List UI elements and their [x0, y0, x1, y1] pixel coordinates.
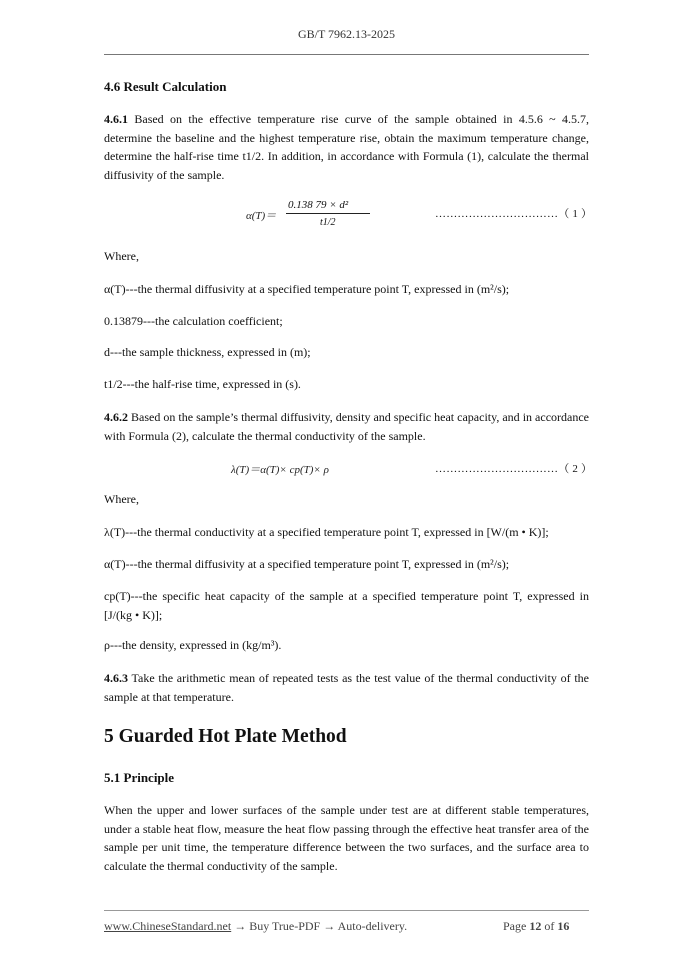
page-number: 12	[529, 919, 542, 933]
page-indicator: Page 12 of 16	[503, 919, 570, 933]
formula-1-lhs: α(T)＝	[246, 210, 277, 222]
formula-1-fraction	[258, 199, 370, 233]
formula-1-denominator: t1/2	[320, 217, 336, 228]
paragraph-4-6-3	[104, 669, 589, 706]
page-total: 16	[557, 919, 570, 933]
footer-links	[104, 919, 407, 934]
clause-number: 4.6.1	[104, 112, 128, 126]
fraction-bar	[286, 213, 370, 214]
paragraph-4-6-1	[104, 110, 589, 184]
definition-t-half: t1/2---the half-rise time, expressed in (s).	[104, 377, 301, 391]
section-heading-5: 5 Guarded Hot Plate Method	[104, 726, 347, 747]
footer-rule	[104, 910, 589, 911]
clause-text: Based on the sample’s thermal diffusivity, density and specific heat capacity, and in accordance with Formula (2), calculate the thermal conductivity of the sample.	[104, 410, 590, 443]
definition-lambda: λ(T)---the thermal conductivity at a specified temperature point T, expressed in [W/(m • K)];	[104, 525, 549, 539]
clause-number: 4.6.3	[104, 671, 128, 685]
footer-link-text: → Buy True-PDF → Auto-delivery.	[231, 919, 408, 933]
definition-cp: cp(T)---the specific heat capacity of the sample at a specified temperature point T, expressed in [J/(kg • K)];	[104, 589, 589, 622]
where-label-1: Where,	[104, 249, 139, 263]
running-header: GB/T 7962.13-2025	[297, 27, 396, 41]
clause-text: Take the arithmetic mean of repeated tests as the test value of the thermal conductivity of the sample at that temperature.	[104, 671, 589, 704]
section-heading-4-6: 4.6 Result Calculation	[104, 79, 227, 94]
definition-alpha-2: α(T)---the thermal diffusivity at a specified temperature point T, expressed in (m²/s);	[104, 557, 510, 571]
definition-rho: ρ---the density, expressed in (kg/m³).	[104, 638, 282, 652]
formula-1-numerator: 0.138 79 × d²	[288, 199, 349, 211]
formula-2-number: ……………………………（ 2 ）	[435, 463, 593, 475]
section-heading-5-1: 5.1 Principle	[104, 770, 175, 785]
formula-2: λ(T)＝α(T)× cp(T)× ρ	[231, 464, 329, 476]
definition-coefficient: 0.13879---the calculation coefficient;	[104, 314, 283, 328]
paragraph-5-1: When the upper and lower surfaces of the sample under test are at different stable temperatures, under a stable heat flow, measure the heat flow passing through the effective heat transfer area of the sample per unit time, the temperature difference between the two surfaces, and the surface area to calculate the thermal conductivity of the sample.	[104, 803, 589, 873]
where-label-2: Where,	[104, 492, 139, 506]
clause-number: 4.6.2	[104, 410, 128, 424]
header-rule	[104, 54, 589, 55]
clause-text: Based on the effective temperature rise curve of the sample obtained in 4.5.6 ~ 4.5.7, determine the baseline and the highest temperature rise, obtain the maximum temperature change, determine the half-rise time t1/2. In addition, in accordance with Formula (1), calculate the thermal diffusivity of the sample.	[104, 112, 590, 182]
paragraph-4-6-2	[104, 408, 589, 445]
definition-d: d---the sample thickness, expressed in (m);	[104, 345, 311, 359]
definition-alpha: α(T)---the thermal diffusivity at a specified temperature point T, expressed in (m²/s);	[104, 282, 510, 296]
formula-1-number: ……………………………（ 1 ）	[435, 208, 593, 220]
website-link[interactable]: www.ChineseStandard.net	[104, 919, 232, 933]
